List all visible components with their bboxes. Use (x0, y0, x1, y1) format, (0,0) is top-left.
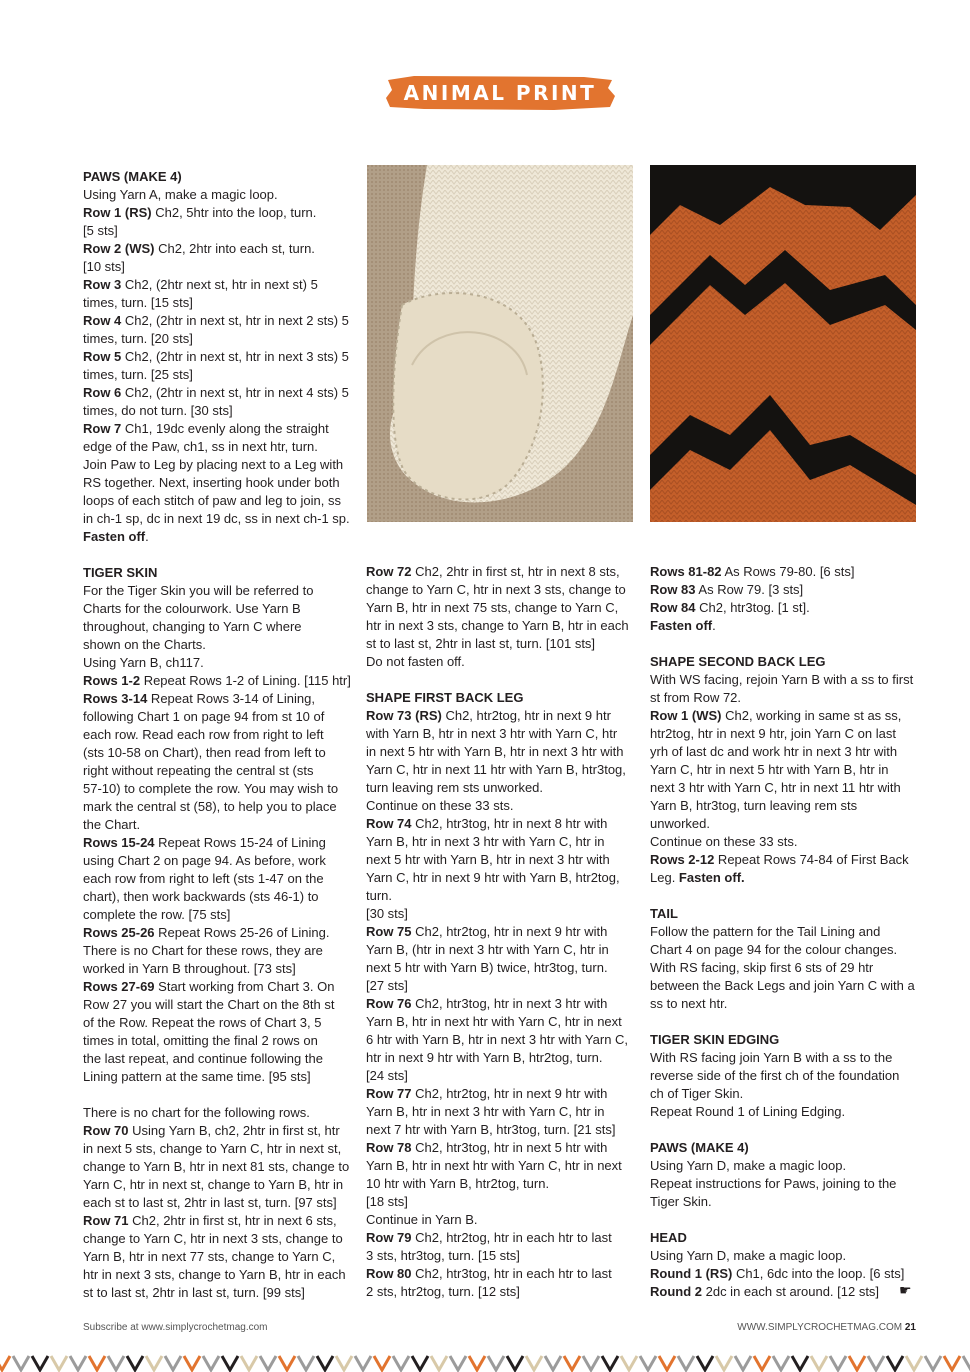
spacer (83, 546, 355, 564)
body-text-line: Join Paw to Leg by placing next to a Leg with (83, 457, 344, 472)
zigzag-chevron (127, 1356, 143, 1370)
row-text: Ch2, (2htr in next st, htr in next 4 sts) 5 (121, 385, 349, 400)
section-heading: SHAPE SECOND BACK LEG (650, 654, 826, 669)
body-text-line: [5 sts] (83, 223, 118, 238)
zigzag-chevron (602, 1356, 618, 1370)
body-text-line: With RS facing join Yarn B with a ss to the (650, 1050, 893, 1065)
row-text: As Row 79. [3 sts] (695, 582, 804, 597)
instruction-line (650, 707, 922, 725)
body-text-line: Yarn B, htr in next htr with Yarn C, htr in next (366, 1014, 622, 1029)
section-heading: SHAPE FIRST BACK LEG (366, 690, 524, 705)
instruction-line (83, 240, 355, 258)
zigzag-chevron (526, 1356, 542, 1370)
row-label: Row 71 (83, 1213, 129, 1228)
row-label: Rows 81-82 (650, 564, 722, 579)
zigzag-chevron (241, 1356, 257, 1370)
body-text-line: the Chart. (83, 817, 141, 832)
zigzag-chevron (165, 1356, 181, 1370)
zigzag-chevron (13, 1356, 29, 1370)
spacer (366, 671, 638, 689)
row-label: Row 1 (WS) (650, 708, 722, 723)
column-middle (366, 563, 638, 1301)
section-banner (384, 74, 616, 143)
body-text-line: Yarn B, htr in next 75 sts, change to Yarn C, (366, 600, 619, 615)
row-text: Ch2, 5htr into the loop, turn. (151, 205, 317, 220)
row-label: Row 2 (WS) (83, 241, 155, 256)
zigzag-chevron (507, 1356, 523, 1370)
zigzag-chevron (678, 1356, 694, 1370)
zigzag-chevron (773, 1356, 789, 1370)
body-text-line: mark the central st (58), to help you to place (83, 799, 337, 814)
zigzag-chevron (222, 1356, 238, 1370)
body-text-line: yrh of last dc and work htr in next 3 htr with (650, 744, 898, 759)
row-text: Repeat Rows 1-2 of Lining. [115 htr] (140, 673, 351, 688)
body-text-line: There is no Chart for these rows, they are (83, 943, 323, 958)
body-text-line: of the Row. Repeat the rows of Chart 3, 5 (83, 1015, 322, 1030)
body-text-line: Yarn B, (htr in next 3 htr with Yarn C, htr in (366, 942, 609, 957)
row-label: Row 5 (83, 349, 122, 364)
zigzag-chevron (792, 1356, 808, 1370)
row-label: Row 78 (366, 1140, 412, 1155)
body-text-line: With WS facing, rejoin Yarn B with a ss to first (650, 672, 914, 687)
row-text: Ch2, (2htr in next st, htr in next 3 sts) 5 (121, 349, 349, 364)
zigzag-chevron (0, 1356, 10, 1370)
zigzag-chevron (336, 1356, 352, 1370)
row-text: Repeat Rows 3-14 of Lining, (147, 691, 315, 706)
row-text: Repeat Rows 25-26 of Lining. (154, 925, 330, 940)
row-label: Row 73 (RS) (366, 708, 442, 723)
body-text-line: st to last st, 2htr in last st, turn. [99 sts] (83, 1285, 305, 1300)
instruction-line (83, 924, 355, 942)
body-text-line: 6 htr with Yarn B, htr in next 3 htr with Yarn C, (366, 1032, 629, 1047)
body-text-line: 57-10) to complete the row. You may wish to (83, 781, 339, 796)
row-text: Using Yarn B, ch2, 2htr in first st, htr (128, 1123, 340, 1138)
spacer (650, 1211, 922, 1229)
row-text: Ch2, htr3tog, htr in next 5 htr with (411, 1140, 608, 1155)
body-text-line: Row 27 you will start the Chart on the 8th st (83, 997, 335, 1012)
row-text: Leg. (650, 870, 679, 885)
body-text-line: Tiger Skin. (650, 1194, 712, 1209)
row-text: Ch2, htr3tog. [1 st]. (695, 600, 810, 615)
body-text-line: st from Row 72. (650, 690, 742, 705)
row-text: Ch2, htr3tog, htr in next 8 htr with (411, 816, 608, 831)
body-text-line: Repeat instructions for Paws, joining to the (650, 1176, 897, 1191)
row-label: Row 74 (366, 816, 412, 831)
body-text-line: times, turn. [20 sts] (83, 331, 193, 346)
row-label: Row 70 (83, 1123, 129, 1138)
row-label: Row 75 (366, 924, 412, 939)
body-text-line: Yarn B, htr in next 77 sts, change to Yarn C, (83, 1249, 336, 1264)
row-text: Repeat Rows 15-24 of Lining (154, 835, 326, 850)
zigzag-chevron (906, 1356, 922, 1370)
instruction-line (83, 312, 355, 330)
body-text-line: RS together. Next, inserting hook under both (83, 475, 340, 490)
row-label: Fasten off. (678, 870, 745, 885)
row-label: Rows 3-14 (83, 691, 148, 706)
instruction-line (83, 672, 355, 690)
instruction-line (83, 1212, 355, 1230)
instruction-line (650, 869, 922, 887)
row-label: Round 1 (RS) (650, 1266, 733, 1281)
zigzag-chevron (887, 1356, 903, 1370)
zigzag-chevron (431, 1356, 447, 1370)
row-label: Row 76 (366, 996, 412, 1011)
instruction-line (83, 420, 355, 438)
row-label: Row 83 (650, 582, 696, 597)
body-text-line: each row from right to left (sts 1-47 on the (83, 871, 324, 886)
body-text-line: next 5 htr with Yarn B, htr in next 3 htr with (366, 852, 610, 867)
row-text: Ch2, htr3tog, htr in each htr to last (411, 1266, 612, 1281)
row-text: Ch2, htr2tog, htr in next 9 htr (441, 708, 611, 723)
body-text-line: right without repeating the central st (sts (83, 763, 314, 778)
zigzag-chevron (450, 1356, 466, 1370)
body-text-line: in ch-1 sp, dc in next 19 dc, ss in next ch-1 sp. (83, 511, 350, 526)
pointing-hand-icon[interactable]: ☛ (899, 1282, 912, 1298)
zigzag-border (0, 1354, 970, 1372)
row-text: Ch2, htr2tog, htr in next 9 htr with (411, 1086, 608, 1101)
body-text-line: There is no chart for the following rows. (83, 1105, 310, 1120)
body-text-line: [10 sts] (83, 259, 125, 274)
body-text-line: following Chart 1 on page 94 from st 10 of (83, 709, 325, 724)
section-heading: PAWS (MAKE 4) (83, 169, 182, 184)
row-text: 2dc in each st around. [12 sts] (702, 1284, 880, 1299)
row-text: Ch2, htr3tog, htr in next 3 htr with (411, 996, 608, 1011)
page-number: 21 (904, 1322, 916, 1333)
body-text-line: times in total, omitting the final 2 rows on (83, 1033, 318, 1048)
body-text-line: reverse side of the first ch of the foundation (650, 1068, 900, 1083)
zigzag-chevron (659, 1356, 675, 1370)
body-text-line: st to last st, 2htr in last st, turn. [101 sts] (366, 636, 596, 651)
zigzag-chevron (735, 1356, 751, 1370)
body-text-line: [18 sts] (366, 1194, 408, 1209)
zigzag-chevron (830, 1356, 846, 1370)
row-text: Ch2, 2htr in first st, htr in next 6 sts, (128, 1213, 337, 1228)
zigzag-chevron (203, 1356, 219, 1370)
body-text-line: in next 5 htr with Yarn B, htr in next 3 htr with (366, 744, 624, 759)
row-label: Row 3 (83, 277, 122, 292)
body-text-line: Yarn B, htr3tog, turn leaving rem sts (650, 798, 858, 813)
zigzag-chevron (89, 1356, 105, 1370)
body-text-line: (sts 10-58 on Chart), then read from left to (83, 745, 326, 760)
body-text-line: htr in next 9 htr with Yarn B, htr2tog, turn. (366, 1050, 603, 1065)
zigzag-chevron (412, 1356, 428, 1370)
row-label: Row 6 (83, 385, 122, 400)
row-text: . (145, 529, 149, 544)
row-label: Row 77 (366, 1086, 412, 1101)
body-text-line: htr in next 3 sts, change to Yarn B, htr in each (366, 618, 629, 633)
body-text-line: Yarn B, htr in next 3 htr with Yarn C, htr in (366, 1104, 605, 1119)
body-text-line: times, turn. [25 sts] (83, 367, 193, 382)
instruction-line (650, 617, 922, 635)
body-text-line: next 7 htr with Yarn B, htr3tog, turn. [21 sts] (366, 1122, 616, 1137)
zigzag-chevron (754, 1356, 770, 1370)
instruction-line (83, 528, 355, 546)
instruction-line (83, 690, 355, 708)
row-text: Start working from Chart 3. On (154, 979, 335, 994)
body-text-line: htr in next 3 sts, change to Yarn B, htr in each (83, 1267, 346, 1282)
zigzag-chevron (621, 1356, 637, 1370)
row-label: Round 2 (650, 1284, 702, 1299)
body-text-line: Yarn B, htr in next htr with Yarn C, htr in next (366, 1158, 622, 1173)
zigzag-chevron (51, 1356, 67, 1370)
body-text-line: Chart 4 on page 94 for the colour changes. (650, 942, 898, 957)
row-text: Ch2, 2htr into each st, turn. (154, 241, 315, 256)
zigzag-chevron (963, 1356, 970, 1370)
row-text: Ch2, (2htr in next st, htr in next 2 sts) 5 (121, 313, 349, 328)
instruction-line (83, 834, 355, 852)
section-heading: HEAD (650, 1230, 687, 1245)
zigzag-chevron (564, 1356, 580, 1370)
body-text-line: For the Tiger Skin you will be referred to (83, 583, 314, 598)
zigzag-chevron (260, 1356, 276, 1370)
body-text-line: Continue in Yarn B. (366, 1212, 478, 1227)
instruction-line (83, 276, 355, 294)
instruction-line (366, 1265, 638, 1283)
body-text-line: chart), then work backwards (sts 46-1) to (83, 889, 319, 904)
body-text-line: Yarn B, htr in next 3 htr with Yarn C, htr in (366, 834, 605, 849)
body-text-line: Using Yarn B, ch117. (83, 655, 204, 670)
body-text-line: Yarn C, htr in next st, change to Yarn B, htr in (83, 1177, 344, 1192)
row-label: Rows 2-12 (650, 852, 715, 867)
instruction-line (366, 815, 638, 833)
body-text-line: each st to last st, 2htr in last st, turn. [97 sts] (83, 1195, 337, 1210)
row-text: Ch1, 19dc evenly along the straight (121, 421, 329, 436)
body-text-line: htr2tog, htr in next 9 htr, join Yarn C on last (650, 726, 896, 741)
zigzag-chevron (70, 1356, 86, 1370)
instruction-line (366, 1085, 638, 1103)
instruction-line (650, 1283, 922, 1301)
body-text-line: next 3 htr with Yarn C, htr in next 11 htr with (650, 780, 901, 795)
row-text: Ch2, htr2tog, htr in next 9 htr with (411, 924, 608, 939)
section-heading: TIGER SKIN (83, 565, 158, 580)
instruction-line (366, 923, 638, 941)
zigzag-chevron (640, 1356, 656, 1370)
zigzag-chevron (716, 1356, 732, 1370)
body-text-line: Using Yarn D, make a magic loop. (650, 1158, 847, 1173)
body-text-line: edge of the Paw, ch1, ss in next htr, turn. (83, 439, 318, 454)
body-text-line: each row. Read each row from right to left (83, 727, 324, 742)
section-heading: PAWS (MAKE 4) (650, 1140, 749, 1155)
body-text-line: between the Back Legs and join Yarn C with a (650, 978, 915, 993)
row-label: Row 79 (366, 1230, 412, 1245)
spacer (650, 635, 922, 653)
body-text-line: complete the row. [75 sts] (83, 907, 231, 922)
body-text-line: times, do not turn. [30 sts] (83, 403, 233, 418)
zigzag-chevron (393, 1356, 409, 1370)
footer-site[interactable] (737, 1322, 916, 1333)
body-text-line: Yarn C, htr in next 5 htr with Yarn B, htr in (650, 762, 889, 777)
spacer (650, 887, 922, 905)
body-text-line: Do not fasten off. (366, 654, 465, 669)
row-label: Fasten off (83, 529, 146, 544)
section-heading: TIGER SKIN EDGING (650, 1032, 780, 1047)
body-text-line: [30 sts] (366, 906, 408, 921)
row-label: Rows 27-69 (83, 979, 155, 994)
zigzag-chevron (811, 1356, 827, 1370)
body-text-line: Continue on these 33 sts. (366, 798, 514, 813)
instruction-line (83, 384, 355, 402)
zigzag-chevron (298, 1356, 314, 1370)
zigzag-chevron (488, 1356, 504, 1370)
zigzag-chevron (374, 1356, 390, 1370)
body-text-line: Yarn C, htr in next 11 htr with Yarn B, htr3tog, (366, 762, 626, 777)
instruction-line (650, 851, 922, 869)
spacer (83, 1086, 355, 1104)
body-text-line: 10 htr with Yarn B, htr2tog, turn. (366, 1176, 550, 1191)
body-text-line: using Chart 2 on page 94. As before, work (83, 853, 326, 868)
row-label: Fasten off (650, 618, 713, 633)
row-text: Ch2, 2htr in first st, htr in next 8 sts, (411, 564, 620, 579)
body-text-line: Lining pattern at the same time. [95 sts] (83, 1069, 311, 1084)
zigzag-chevron (697, 1356, 713, 1370)
instruction-line (83, 978, 355, 996)
body-text-line: Repeat Round 1 of Lining Edging. (650, 1104, 846, 1119)
paw-photo (367, 165, 633, 522)
row-text: Ch1, 6dc into the loop. [6 sts] (732, 1266, 905, 1281)
body-text-line: throughout, changing to Yarn C where (83, 619, 302, 634)
body-text-line: [24 sts] (366, 1068, 408, 1083)
body-text-line: Using Yarn A, make a magic loop. (83, 187, 278, 202)
body-text-line: next 5 htr with Yarn B) twice, htr3tog, turn. (366, 960, 608, 975)
body-text-line: change to Yarn B, htr in next 81 sts, change to (83, 1159, 350, 1174)
body-text-line: change to Yarn C, htr in next 3 sts, change to (366, 582, 626, 597)
body-text-line: worked in Yarn B throughout. [73 sts] (83, 961, 296, 976)
row-label: Row 72 (366, 564, 412, 579)
body-text-line: turn leaving rem sts unworked. (366, 780, 544, 795)
zigzag-chevron (469, 1356, 485, 1370)
zigzag-chevron (545, 1356, 561, 1370)
body-text-line: loops of each stitch of paw and leg to join, ss (83, 493, 341, 508)
body-text-line: Using Yarn D, make a magic loop. (650, 1248, 847, 1263)
row-label: Rows 15-24 (83, 835, 155, 850)
zigzag-chevron (279, 1356, 295, 1370)
banner-title: ANIMAL PRINT IDEAS (403, 81, 597, 143)
instruction-line (366, 563, 638, 581)
footer-site-url: WWW.SIMPLYCROCHETMAG.COM (737, 1322, 903, 1333)
zigzag-chevron (32, 1356, 48, 1370)
zigzag-chevron (355, 1356, 371, 1370)
row-label: Row 7 (83, 421, 122, 436)
row-text: Repeat Rows 74-84 of First Back (714, 852, 909, 867)
zigzag-chevron (108, 1356, 124, 1370)
zigzag-chevron (925, 1356, 941, 1370)
body-text-line: [27 sts] (366, 978, 408, 993)
instruction-line (650, 563, 922, 581)
zigzag-chevron (184, 1356, 200, 1370)
row-text: Ch2, htr2tog, htr in each htr to last (411, 1230, 612, 1245)
body-text-line: times, turn. [15 sts] (83, 295, 193, 310)
row-label: Row 84 (650, 600, 696, 615)
zigzag-chevron (146, 1356, 162, 1370)
zigzag-chevron (944, 1356, 960, 1370)
tiger-stripe-photo (650, 165, 916, 522)
instruction-line (366, 1229, 638, 1247)
row-label: Rows 25-26 (83, 925, 155, 940)
footer-subscribe[interactable]: Subscribe at www.simplycrochetmag.com (83, 1322, 268, 1333)
body-text-line: Charts for the colourwork. Use Yarn B (83, 601, 301, 616)
body-text-line: With RS facing, skip first 6 sts of 29 htr (650, 960, 874, 975)
row-label: Row 4 (83, 313, 122, 328)
row-label: Row 1 (RS) (83, 205, 152, 220)
instruction-line (650, 581, 922, 599)
instruction-line (650, 599, 922, 617)
instruction-line (366, 707, 638, 725)
body-text-line: ss to next htr. (650, 996, 728, 1011)
body-text-line: Follow the pattern for the Tail Lining and (650, 924, 881, 939)
instruction-line (366, 1139, 638, 1157)
instruction-line (650, 1265, 922, 1283)
body-text-line: turn. (366, 888, 393, 903)
instruction-line (83, 204, 355, 222)
instruction-line (83, 1122, 355, 1140)
body-text-line: Continue on these 33 sts. (650, 834, 798, 849)
row-text: . (712, 618, 716, 633)
spacer (650, 1121, 922, 1139)
row-text: As Rows 79-80. [6 sts] (721, 564, 855, 579)
body-text-line: in next 5 sts, change to Yarn C, htr in next st, (83, 1141, 342, 1156)
body-text-line: change to Yarn C, htr in next 3 sts, change to (83, 1231, 343, 1246)
row-label: Rows 1-2 (83, 673, 141, 688)
row-text: Ch2, (2htr next st, htr in next st) 5 (121, 277, 318, 292)
column-right (650, 563, 922, 1301)
spacer (650, 1013, 922, 1031)
row-label: Row 80 (366, 1266, 412, 1281)
zigzag-chevron (868, 1356, 884, 1370)
body-text-line: 3 sts, htr3tog, turn. [15 sts] (366, 1248, 520, 1263)
body-text-line: with Yarn B, htr in next 3 htr with Yarn C, htr (366, 726, 618, 741)
instruction-line (83, 348, 355, 366)
body-text-line: unworked. (650, 816, 710, 831)
zigzag-chevron (317, 1356, 333, 1370)
zigzag-chevron (849, 1356, 865, 1370)
body-text-line: Yarn C, htr in next 9 htr with Yarn B, htr2tog, (366, 870, 620, 885)
body-text-line: shown on the Charts. (83, 637, 206, 652)
zigzag-chevron (583, 1356, 599, 1370)
body-text-line: the last repeat, and continue following the (83, 1051, 323, 1066)
section-heading: TAIL (650, 906, 678, 921)
column-left (83, 168, 355, 1302)
instruction-line (366, 995, 638, 1013)
body-text-line: 2 sts, htr2tog, turn. [12 sts] (366, 1284, 520, 1299)
body-text-line: ch of Tiger Skin. (650, 1086, 744, 1101)
row-text: Ch2, working in same st as ss, (721, 708, 902, 723)
